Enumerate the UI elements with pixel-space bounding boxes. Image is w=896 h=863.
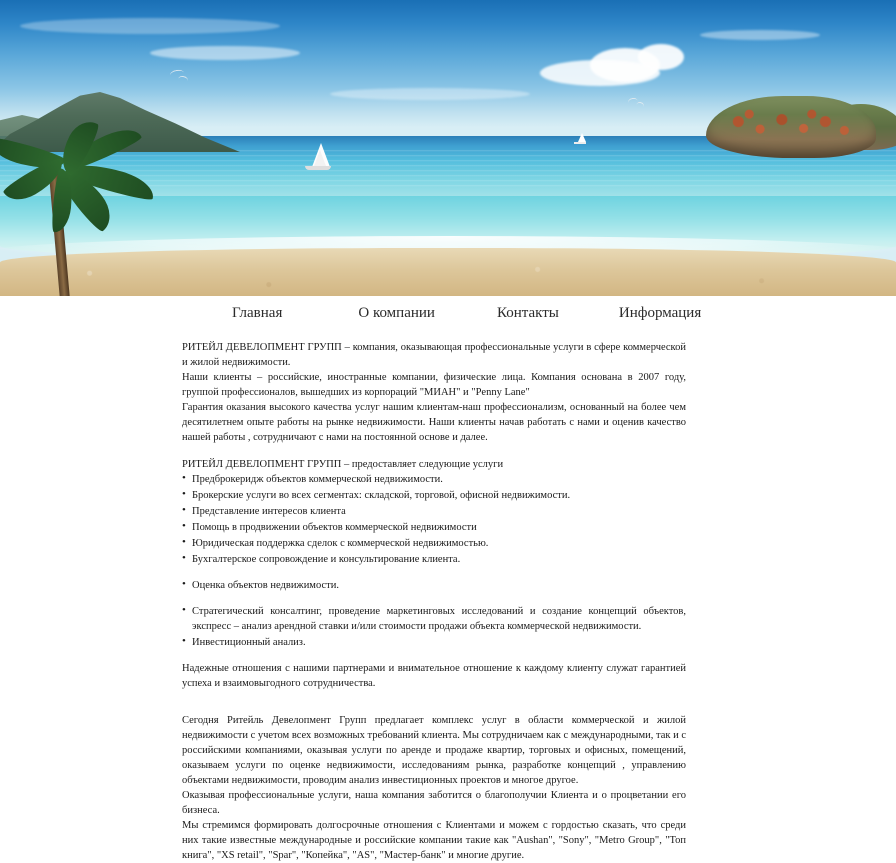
sailboat-hull-icon <box>574 142 586 144</box>
services-list-extra <box>182 578 686 593</box>
list-item: • Оценка объектов недвижимости. <box>182 578 686 593</box>
sailboat-icon <box>578 133 586 142</box>
main-navigation <box>0 296 896 330</box>
nav-item-information[interactable]: Информация <box>618 304 702 321</box>
list-item: • Инвестиционный анализ. <box>182 635 686 650</box>
sand-texture <box>0 258 896 296</box>
intro-line-3: Гарантия оказания высокого качества услуг нашим клиентам-наш профессионализм, основанный на более чем десятилетнем опыте работы на рынке недвижимости. Наши клиенты начав работать с нами и оценив качество нашей работы , сотрудничают с нами на постоянной основе и далее. <box>182 402 686 443</box>
spacer <box>182 568 686 578</box>
list-item: • Помощь в продвижении объектов коммерческой недвижимости <box>182 520 686 535</box>
services-title: РИТЕЙЛ ДЕВЕЛОПМЕНТ ГРУПП – предоставляет следующие услуги <box>182 459 504 470</box>
services-list-extra-2 <box>182 604 686 650</box>
list-item: • Брокерские услуги во всех сегментах: складской, торговой, офисной недвижимости. <box>182 488 686 503</box>
intro-line-2: Наши клиенты – российские, иностранные компании, физические лица. Компания основана в 2007 году, группой профессионалов, вышедших из корпораций "МИАН" и "Penny Lane" <box>182 372 686 398</box>
today-line-2: Оказывая профессиональные услуги, наша компания заботится о благополучии Клиента и о процветании его бизнеса. <box>182 790 686 816</box>
list-item: • Юридическая поддержка сделок с коммерческой недвижимостью. <box>182 536 686 551</box>
sailboat-icon <box>314 150 326 166</box>
sailboat-hull-icon <box>305 166 331 170</box>
nav-item-home[interactable]: Главная <box>232 304 283 321</box>
cloud-icon <box>638 44 684 70</box>
intro-line-1: РИТЕЙЛ ДЕВЕЛОПМЕНТ ГРУПП – компания, оказывающая профессиональные услуги в сфере коммерческой и жилой недвижимости. <box>182 342 686 368</box>
cloud-icon <box>330 88 530 100</box>
today-line-3: Мы стремимся формировать долгосрочные отношения с Клиентами и можем с гордостью сказать, что среди них такие известные международные и российские компании такие как "Aushan", "Sony", "Metro Group", "Топ книга", "XS retail", "Spar", "Копейка", "AS", "Мастер-банк" и многие другие. <box>182 820 686 861</box>
intro-block <box>182 340 686 445</box>
closing-line-1: Надежные отношения с нашими партнерами и внимательное отношение к каждому клиенту служат гарантией успеха и взаимовыгодного сотрудничества. <box>182 663 686 689</box>
seagull-icon <box>635 101 645 111</box>
cloud-icon <box>700 30 820 40</box>
today-line-1: Сегодня Ритейль Девелопмент Групп предлагает комплекс услуг в области коммерческой и жилой недвижимости с учетом всех возможных требований клиента. Мы сотрудничаем как с международными, так и с российскими компаниями, оказывая услуги по аренде и продаже квартир, торговых и офисных, помещений, оказываем услуги по оценке недвижимости, исследованиям рынка, разработке концепций , управлению объектами недвижимости, проводим анализ инвестиционных проектов и многое другое. <box>182 715 686 786</box>
list-item: • Стратегический консалтинг, проведение маркетинговых исследований и создание концепций объектов, экспресс – анализ арендной ставки и/или стоимости продажи объекта коммерческой недвижимости. <box>182 604 686 634</box>
services-list <box>182 472 686 567</box>
hero-banner <box>0 0 896 296</box>
list-item: • Бухгалтерское сопровождение и консультирование клиента. <box>182 552 686 567</box>
cloud-icon <box>150 46 300 60</box>
list-item: • Представление интересов клиента <box>182 504 686 519</box>
cloud-icon <box>20 18 280 34</box>
today-block <box>182 713 686 863</box>
page-content <box>0 330 896 863</box>
spacer <box>182 594 686 604</box>
list-item: • Предброкеридж объектов коммерческой недвижимости. <box>182 472 686 487</box>
spacer <box>182 651 686 661</box>
nav-item-about[interactable]: О компании <box>358 304 435 321</box>
spacer <box>182 703 686 713</box>
seagull-icon <box>177 75 188 85</box>
closing-block <box>182 661 686 691</box>
island-houses-icon <box>722 108 858 142</box>
nav-item-contacts[interactable]: Контакты <box>496 304 559 321</box>
